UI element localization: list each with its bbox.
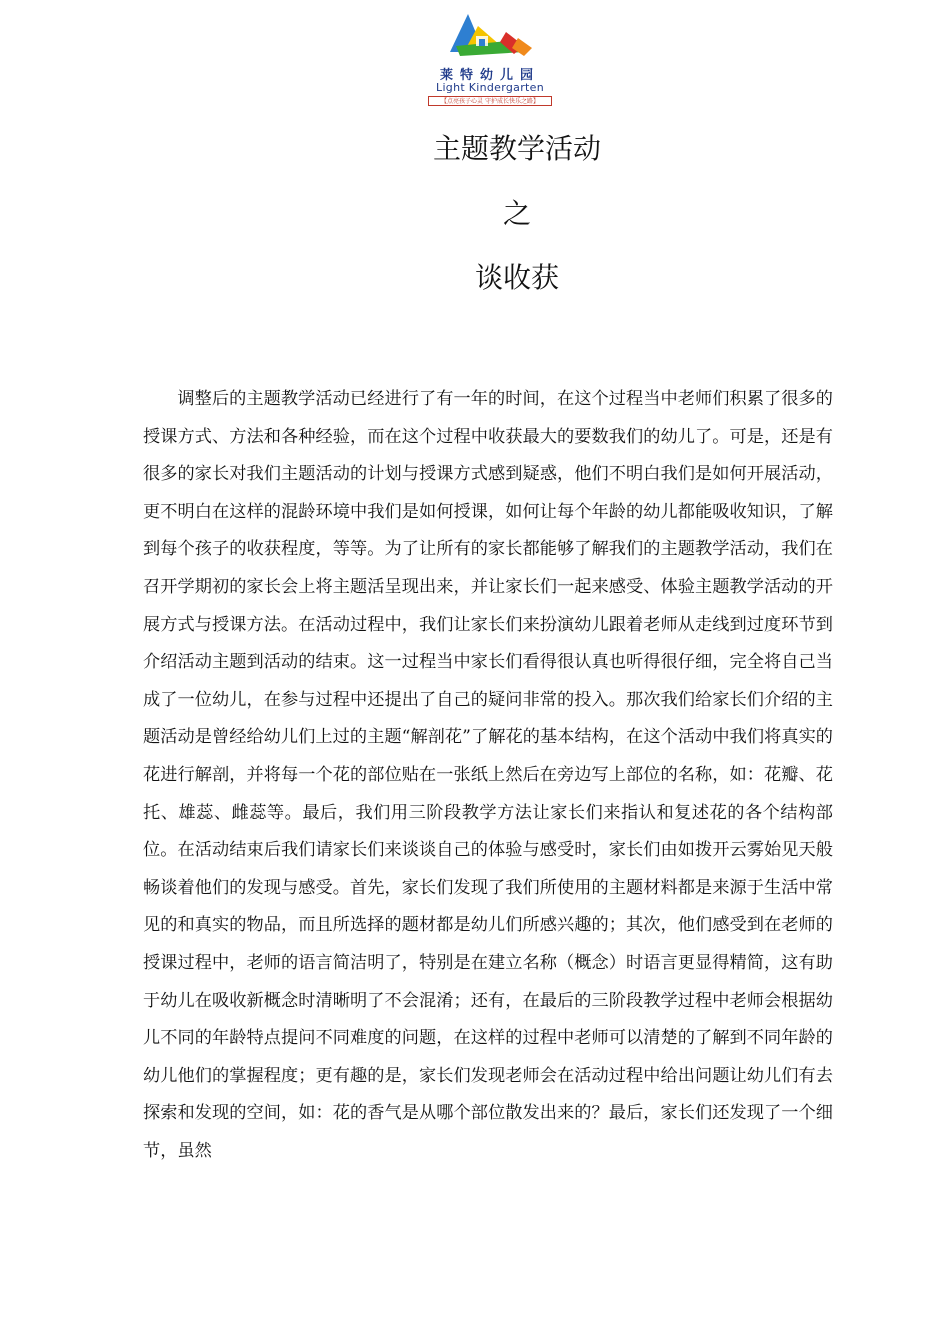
logo-english-name: Light Kindergarten	[436, 81, 544, 94]
title-line-1: 主题教学活动	[432, 132, 601, 165]
kindergarten-logo	[420, 12, 560, 108]
body-paragraph: 调整后的主题教学活动已经进行了有一年的时间，在这个过程当中老师们积累了很多的授课方式、方法和各种经验，而在这个过程中收获最大的要数我们的幼儿了。可是，还是有很多的家长对我们主题活动的计划与授课方式感到疑惑，他们不明白我们是如何开展活动，更不明白在这样的混龄环境中我们是如何授课，如何让每个年龄的幼儿都能吸收知识，了解到每个孩子的收获程度，等等。为了让所有的家长都能够了解我们的主题教学活动，我们在召开学期初的家长会上将主题活呈现出来，并让家长们一起来感受、体验主题教学活动的开展方式与授课方法。在活动过程中，我们让家长们来扮演幼儿跟着老师从走线到过度环节到介绍活动主题到活动的结束。这一过程当中家长们看得很认真也听得很仔细，完全将自己当成了一位幼儿，在参与过程中还提出了自己的疑问非常的投入。那次我们给家长们介绍的主题活动是曾经给幼儿们上过的主题“解剖花”了解花的基本结构，在这个活动中我们将真实的花进行解剖，并将每一个花的部位贴在一张纸上然后在旁边写上部位的名称，如：花瓣、花托、雄蕊、雌蕊等。最后，我们用三阶段教学方法让家长们来指认和复述花的各个结构部位。在活动结束后我们请家长们来谈谈自己的体验与感受时，家长们由如拨开云雾始见天般畅谈着他们的发现与感受。首先，家长们发现了我们所使用的主题材料都是来源于生活中常见的和真实的物品，而且所选择的题材都是幼儿们所感兴趣的；其次，他们感受到在老师的授课过程中，老师的语言简洁明了，特别是在建立名称（概念）时语言更显得精简，这有助于幼儿在吸收新概念时清晰明了不会混淆；还有，在最后的三阶段教学过程中老师会根据幼儿不同的年龄特点提问不同难度的问题，在这样的过程中老师可以清楚的了解到不同年龄的幼儿他们的掌握程度；更有趣的是，家长们发现老师会在活动过程中给出问题让幼儿们有去探索和发现的空间，如：花的香气是从哪个部位散发出来的？最后，家长们还发现了一个细节，虽然	[143, 389, 833, 1161]
title-line-3: 谈收获	[474, 261, 559, 294]
logo-chinese-name: 莱特幼儿园	[439, 68, 540, 83]
logo-slogan: 【点亮孩子心灵 守护成长快乐之路】	[428, 96, 552, 106]
title-line-2: 之	[502, 197, 531, 230]
logo-graphic-icon	[420, 12, 560, 66]
